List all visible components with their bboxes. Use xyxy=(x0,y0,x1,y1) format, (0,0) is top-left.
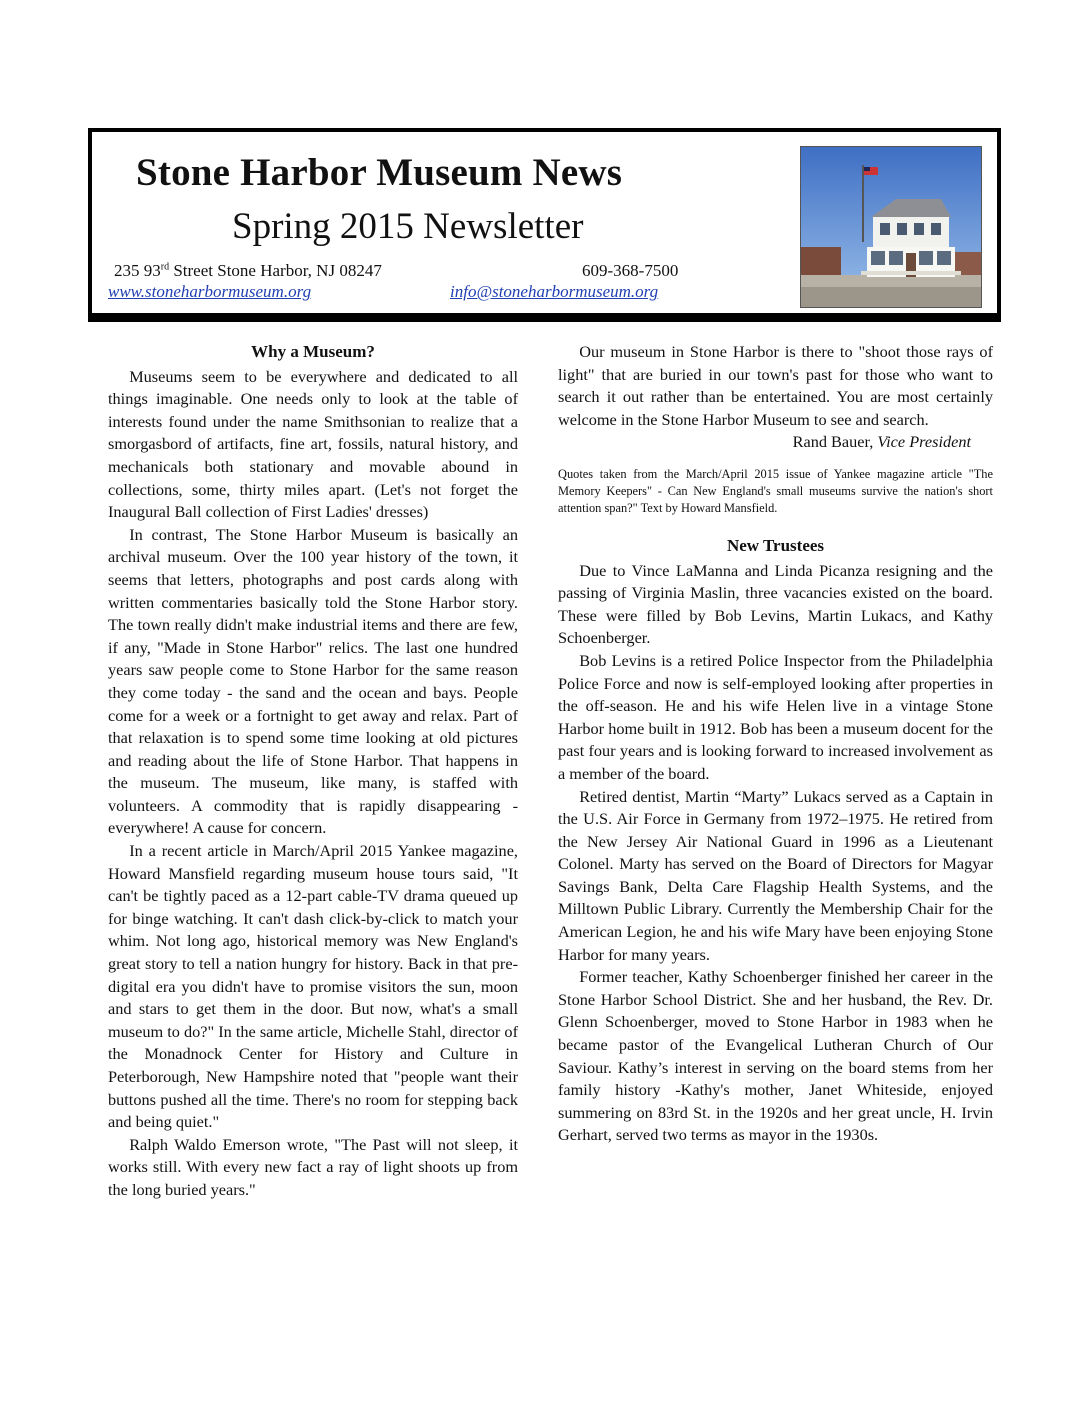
quote-source-note: Quotes taken from the March/April 2015 issue of Yankee magazine article "The Memory Keepers" - Can New England's small museums survive the nation's short attention span?" Text by Howard Mansfield. xyxy=(558,466,993,515)
why-museum-paragraph: Ralph Waldo Emerson wrote, "The Past will not sleep, it works still. With every new fact a ray of light shoots up from the long buried years." xyxy=(108,1134,518,1199)
signature-role: Vice President xyxy=(877,432,971,452)
museum-building-photo xyxy=(800,146,982,308)
masthead xyxy=(88,128,1001,322)
address-street: Street Stone Harbor, NJ 08247 xyxy=(169,261,382,280)
newsletter-subtitle: Spring 2015 Newsletter xyxy=(232,206,584,247)
trustees-paragraph: Bob Levins is a retired Police Inspector from the Philadelphia Police Force and now is self-employed looking after properties in the off-season. He and his wife Helen live in a vintage Stone Harbor home built in 1912. Bob has been a museum docent for the past four years and is looking forward to increased involvement as a member of the board. xyxy=(558,650,993,783)
signature-name: Rand Bauer, xyxy=(792,432,878,452)
new-trustees-heading: New Trustees xyxy=(726,535,825,555)
museum-phone: 609-368-7500 xyxy=(582,261,679,280)
museum-address xyxy=(114,261,382,281)
museum-building-illustration xyxy=(801,147,981,307)
address-ordinal: rd xyxy=(160,261,170,273)
why-museum-paragraph: In a recent article in March/April 2015 Yankee magazine, Howard Mansfield regarding museum house tours said, "It can't be tightly paced as a 12-part cable-TV drama queued up for binge watching. It can't dash click-by-click to match your whim. Not long ago, historical memory was New England's great story to tell a nation hungry for history. Back in that pre-digital era you didn't have to promise visitors the sun, moon and stars to get them in the door. But now, what's a small museum to do?" In the same article, Michelle Stahl, director of the Monadnock Center for History and Culture in Peterborough, New Hampshire noted that "people want their buttons pushed all the time. There's no room for stepping back and being quiet." xyxy=(108,841,518,1132)
why-museum-paragraph: Museums seem to be everywhere and dedicated to all things imaginable. One needs only to look at the table of interests found under the name Smithsonian to realize that a smorgasbord of artifacts, fine art, fossils, natural history, and mechanicals both stationary and movable abound in collections, some, thirty miles apart. (Let's not forget the Inaugural Ball collection of First Ladies' dresses) xyxy=(108,366,518,522)
trustees-paragraph: Retired dentist, Martin “Marty” Lukacs served as a Captain in the U.S. Air Force in Germany from 1972–1975. He retired from the New Jersey Air National Guard in 1996 as a Lieutenant Colonel. Marty has served on the Board of Directors for Magyar Savings Bank, Delta Care Flagship Health Systems, and the Milltown Public Library. Currently the Membership Chair for the American Legion, he and his wife Mary have been enjoying Stone Harbor for many years. xyxy=(558,786,993,964)
website-link[interactable]: www.stoneharbormuseum.org xyxy=(108,282,312,301)
why-museum-continued: Our museum in Stone Harbor is there to "shoot those rays of light" that are buried in our town's past for those who want to search it out rather than be entertained. You are most certainly welcome in the Stone Harbor Museum to see and search. xyxy=(558,342,993,429)
trustees-paragraph: Former teacher, Kathy Schoenberger finished her career in the Stone Harbor School District. She and her husband, the Rev. Dr. Glenn Schoenberger, moved to Stone Harbor in 1983 when he became pastor of the Evangelical Lutheran Church of Our Saviour. Kathy’s interest in serving on the board stems from her family history -Kathy's mother, Janet Whiteside, enjoyed summering on 83rd St. in the 1920s and her great uncle, H. Irvin Gerhart, served two terms as mayor in the 1930s. xyxy=(558,967,993,1145)
email-link[interactable]: info@stoneharbormuseum.org xyxy=(450,282,659,301)
newsletter-title: Stone Harbor Museum News xyxy=(136,151,623,194)
why-museum-heading: Why a Museum? xyxy=(251,342,375,361)
why-museum-paragraph: In contrast, The Stone Harbor Museum is basically an archival museum. Over the 100 year history of the town, it seems that letters, photographs and post cards along with written commentaries basically told the Stone Harbor story. The town really didn't make industrial items and there are few, if any, "Made in Stone Harbor" relics. The last one hundred years saw people come to Stone Harbor for the same reason they come today - the sand and the ocean and bays. People come for a week or a fortnight to get away and relax. Part of that relaxation is to spend some time looking at old pictures and reading about the life of Stone Harbor. That happens in the museum. The museum, like many, is staffed with volunteers. A commodity that is rapidly disappearing - everywhere! A cause for concern. xyxy=(108,524,518,838)
left-column xyxy=(108,341,518,1202)
right-column xyxy=(558,341,993,1147)
address-number: 235 93 xyxy=(114,261,161,280)
article-signature xyxy=(558,431,993,454)
trustees-paragraph: Due to Vince LaManna and Linda Picanza resigning and the passing of Virginia Maslin, three vacancies existed on the board. These were filled by Bob Levins, Martin Lukacs, and Kathy Schoenberger. xyxy=(558,560,993,648)
